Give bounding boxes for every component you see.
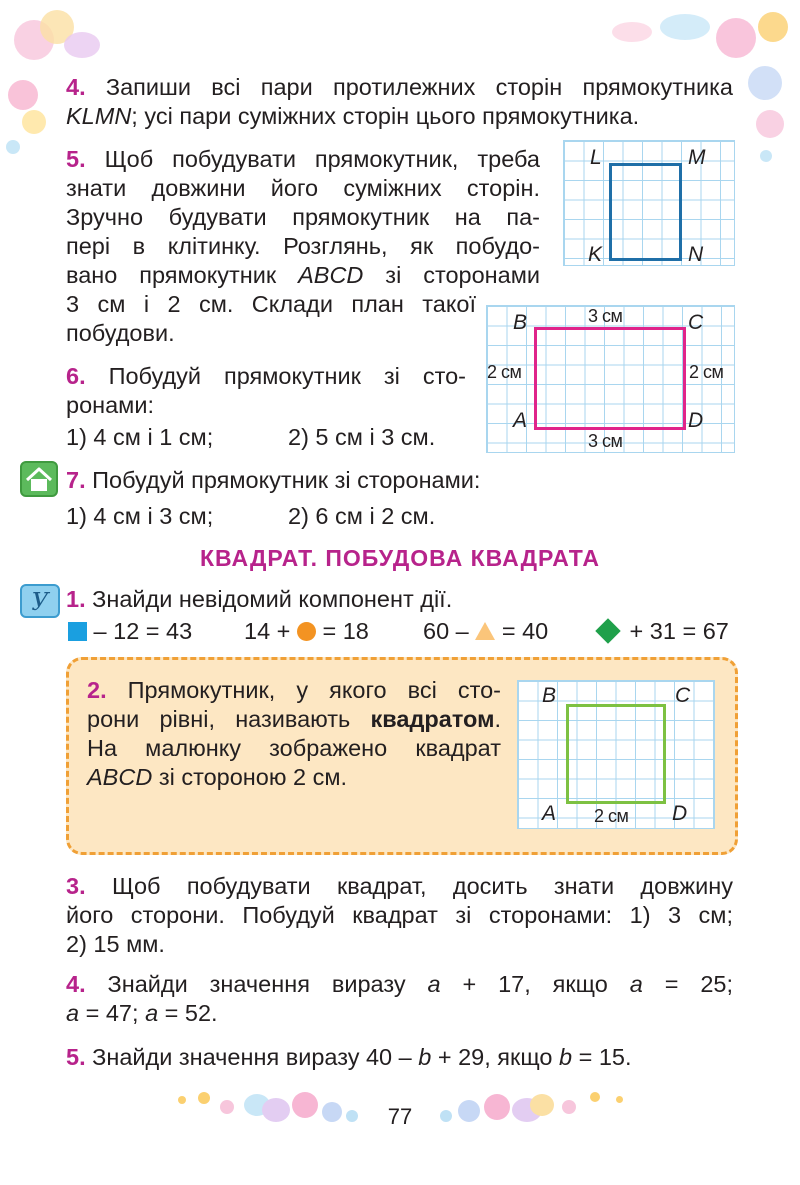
label-A: A [513,409,528,432]
task-text: = 47; [79,1000,146,1026]
task-text: Знайди значення виразу 40 – [92,1044,419,1070]
task-number: 1. [66,586,86,612]
dim-top: 3 см [588,306,623,326]
task-text: його сторони. Побудуй квадрат зі сторонами: 1) 3 см; [66,902,733,928]
variable: a [629,971,643,997]
task-text: Щоб побудувати прямокутник, треба [104,146,540,172]
task-number: 5. [66,1044,86,1070]
task-text: Щоб побудувати квадрат, досить знати довжину [111,873,733,899]
sq-task-1 [66,585,452,614]
equation-text: 14 + [244,618,291,644]
task-7-opt2: 2) 6 см і 2 см. [288,503,436,529]
task-text: Побудуй прямокутник зі сто- [108,363,466,389]
rect-name: ABCD [87,764,153,790]
task-text: 2) 15 мм. [66,931,165,957]
task-text: Знайди значення виразу [107,971,428,997]
task-text: Побудуй прямокутник зі сторонами: [92,467,481,493]
task-text: На малюнку зображено квадрат [87,735,501,761]
task-text: Зручно будувати прямокутник на па- [66,204,540,230]
equation-2 [244,617,369,646]
task-4-line2 [66,102,733,131]
svg-text:У: У [31,588,49,616]
task-number: 3. [66,873,86,899]
task-4 [66,73,733,102]
task-6-opt2: 2) 5 см і 3 см. [288,424,436,450]
label-K: K [588,243,603,266]
task-text: Прямокутник, у якого всі сто- [127,677,501,703]
equation-4 [595,617,729,646]
label-L: L [590,146,602,169]
task-number: 2. [87,677,107,703]
label-D: D [688,409,704,432]
equation-text: 60 – [423,618,469,644]
page-number: 77 [387,1104,413,1129]
rect-klmn [609,163,682,261]
sq-task-5 [66,1043,733,1072]
task-text: зі сторонами [363,262,540,288]
task-6 [66,362,466,420]
equation-text: – 12 = 43 [93,618,193,644]
task-text: = 52. [158,1000,218,1026]
task-5 [66,145,540,290]
rect-name: ABCD [298,262,364,288]
rect-abcd [534,327,686,430]
variable: a [145,1000,159,1026]
orange-circle-icon [297,622,316,641]
sq-task-4 [66,970,733,1028]
equation-text: + 31 = 67 [629,618,729,644]
equation-text: = 18 [322,618,369,644]
task-text: ронами: [66,392,154,418]
task-text: пері в клітинку. Розглянь, як побудо- [66,233,540,259]
variable: b [558,1044,573,1070]
task-number: 6. [66,363,86,389]
equation-text: = 40 [501,618,549,644]
variable: a [427,971,441,997]
term-bold: квадратом [370,706,495,732]
task-number: 4. [66,74,86,100]
task-text: ; усі пари суміжних сторін цього прямокутника. [131,103,640,129]
task-text: + 17, якщо [440,971,630,997]
task-5-cont [66,290,476,348]
label-N: N [688,243,704,266]
square-abcd [566,704,666,804]
task-text: Запиши всі пари протилежних сторін прямокутника [105,74,733,100]
equation-3 [423,617,548,646]
triangle-icon [475,622,495,640]
task-6-opt1: 1) 4 см і 1 см; [66,424,214,450]
task-text: . [494,706,501,732]
label-C: C [675,684,691,707]
dim-right: 2 см [689,362,724,382]
workbook-icon [20,584,60,618]
task-text: знати довжини його суміжних сторін. [66,175,540,201]
section-heading: КВАДРАТ. ПОБУДОВА КВАДРАТА [200,545,600,571]
task-number: 5. [66,146,86,172]
task-number: 7. [66,467,86,493]
label-M: M [688,146,706,169]
task-text: 3 см і 2 см. Склади план такої [66,291,476,317]
sq-task-3 [66,872,733,959]
task-7-opt1: 1) 4 см і 3 см; [66,503,214,529]
task-text: вано прямокутник [66,262,299,288]
label-B: B [542,684,557,707]
task-text: зі стороною 2 см. [152,764,348,790]
home-icon [20,461,58,497]
blue-square-icon [68,622,87,641]
label-D: D [672,802,688,825]
label-A: A [542,802,557,825]
task-text: рони рівні, називають [87,706,371,732]
dim-side: 2 см [594,806,629,826]
task-number: 4. [66,971,86,997]
rect-name: KLMN [66,103,132,129]
dim-bottom: 3 см [588,431,623,451]
label-C: C [688,311,704,334]
task-text: побудови. [66,320,175,346]
green-diamond-icon [595,618,620,643]
task-text: = 15. [572,1044,632,1070]
variable: a [66,1000,80,1026]
equation-1 [68,617,192,646]
sq-task-2 [87,676,501,792]
task-7 [66,466,566,495]
task-text: = 25; [642,971,733,997]
task-text: Знайди невідомий компонент дії. [92,586,453,612]
dim-left: 2 см [487,362,522,382]
variable: b [418,1044,432,1070]
task-text: + 29, якщо [431,1044,559,1070]
label-B: B [513,311,528,334]
